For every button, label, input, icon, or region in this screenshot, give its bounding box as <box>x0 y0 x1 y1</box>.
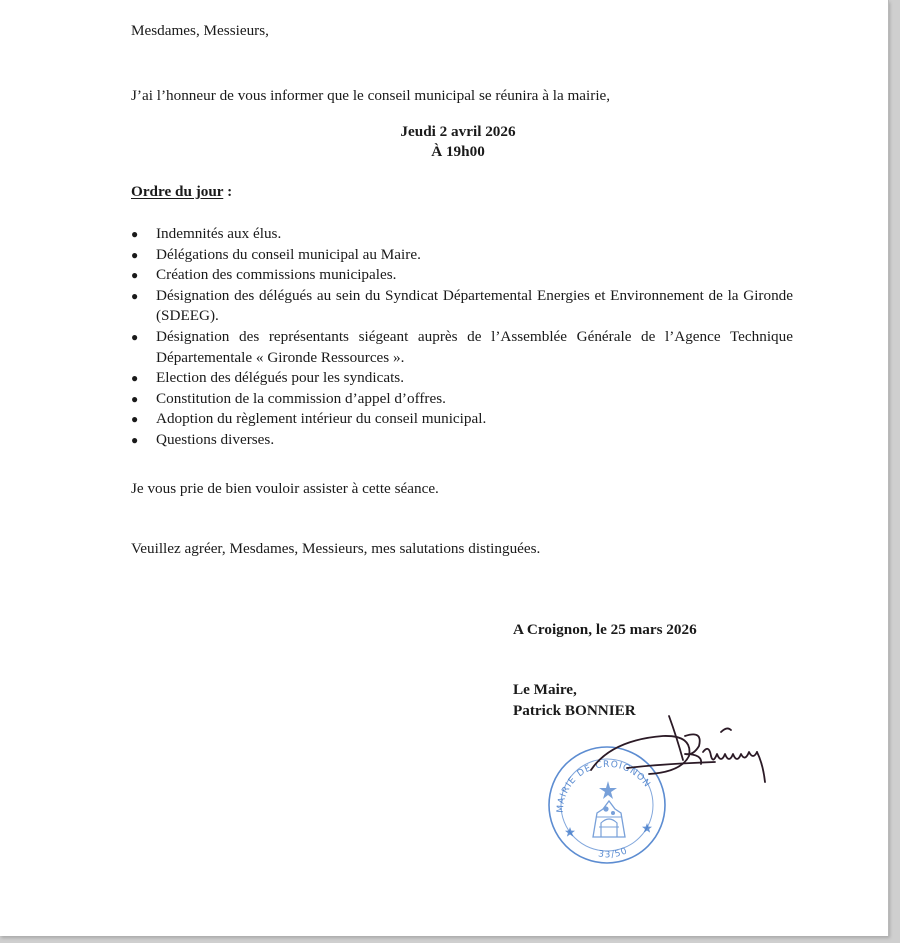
agenda-heading <box>131 182 232 201</box>
agenda-item <box>131 409 793 430</box>
agenda-heading-colon: : <box>223 183 233 200</box>
bullet-icon: ● <box>131 391 139 406</box>
bullet-icon: ● <box>131 268 139 283</box>
meeting-datetime <box>300 122 616 162</box>
bullet-icon: ● <box>131 432 139 447</box>
request-paragraph: Je vous prie de bien vouloir assister à cette séance. <box>131 480 439 497</box>
agenda-item-text: Questions diverses. <box>156 430 275 448</box>
agenda-heading-label: Ordre du jour <box>131 183 224 200</box>
agenda-item <box>131 224 793 245</box>
agenda-item-text: Désignation des représentants siégeant auprès de l’Assemblée Générale de l’Agence Technique Départementale « Gironde Ressources ». <box>156 327 793 366</box>
agenda-item <box>131 265 793 286</box>
stamp-star-icons <box>565 823 652 837</box>
agenda-item-text: Constitution de la commission d’appel d’offres. <box>156 389 446 407</box>
agenda-item-text: Indemnités aux élus. <box>156 225 282 242</box>
agenda-item-text: Election des délégués pour les syndicats. <box>156 369 404 387</box>
intro-paragraph: J’ai l’honneur de vous informer que le conseil municipal se réunira à la mairie, <box>131 87 611 104</box>
agenda-list <box>131 224 793 451</box>
bullet-icon: ● <box>131 412 139 427</box>
salutation: Mesdames, Messieurs, <box>131 22 269 39</box>
meeting-time: À 19h00 <box>431 143 485 160</box>
agenda-item-text: Désignation des délégués au sein du Syndicat Départemental Energies et Environnement de la Gironde (SDEEG). <box>156 286 793 325</box>
bullet-icon: ● <box>131 247 139 262</box>
bullet-icon: ● <box>131 371 139 386</box>
agenda-item-text: Création des commissions municipales. <box>156 266 397 284</box>
agenda-item-text: Délégations du conseil municipal au Maire. <box>156 245 421 263</box>
signatory-role: Le Maire, <box>513 681 577 698</box>
closing-paragraph: Veuillez agréer, Mesdames, Messieurs, mes salutations distinguées. <box>131 540 541 557</box>
stamp-bottom-text: 33/50 <box>597 846 630 861</box>
agenda-item <box>131 286 793 327</box>
agenda-item <box>131 430 793 451</box>
stamp-top-text: MAIRIE DE CROIGNON <box>555 759 653 814</box>
meeting-date: Jeudi 2 avril 2026 <box>400 123 516 140</box>
agenda-item <box>131 389 793 410</box>
signatory-name: Patrick BONNIER <box>513 702 636 719</box>
place-date: A Croignon, le 25 mars 2026 <box>513 621 697 638</box>
agenda-item-text: Adoption du règlement intérieur du conseil municipal. <box>156 410 487 428</box>
bullet-icon: ● <box>131 227 139 241</box>
agenda-item <box>131 327 793 368</box>
handwritten-signature <box>585 708 785 798</box>
bullet-icon: ● <box>131 288 139 303</box>
agenda-item <box>131 368 793 389</box>
bullet-icon: ● <box>131 329 139 344</box>
agenda-item <box>131 245 793 266</box>
